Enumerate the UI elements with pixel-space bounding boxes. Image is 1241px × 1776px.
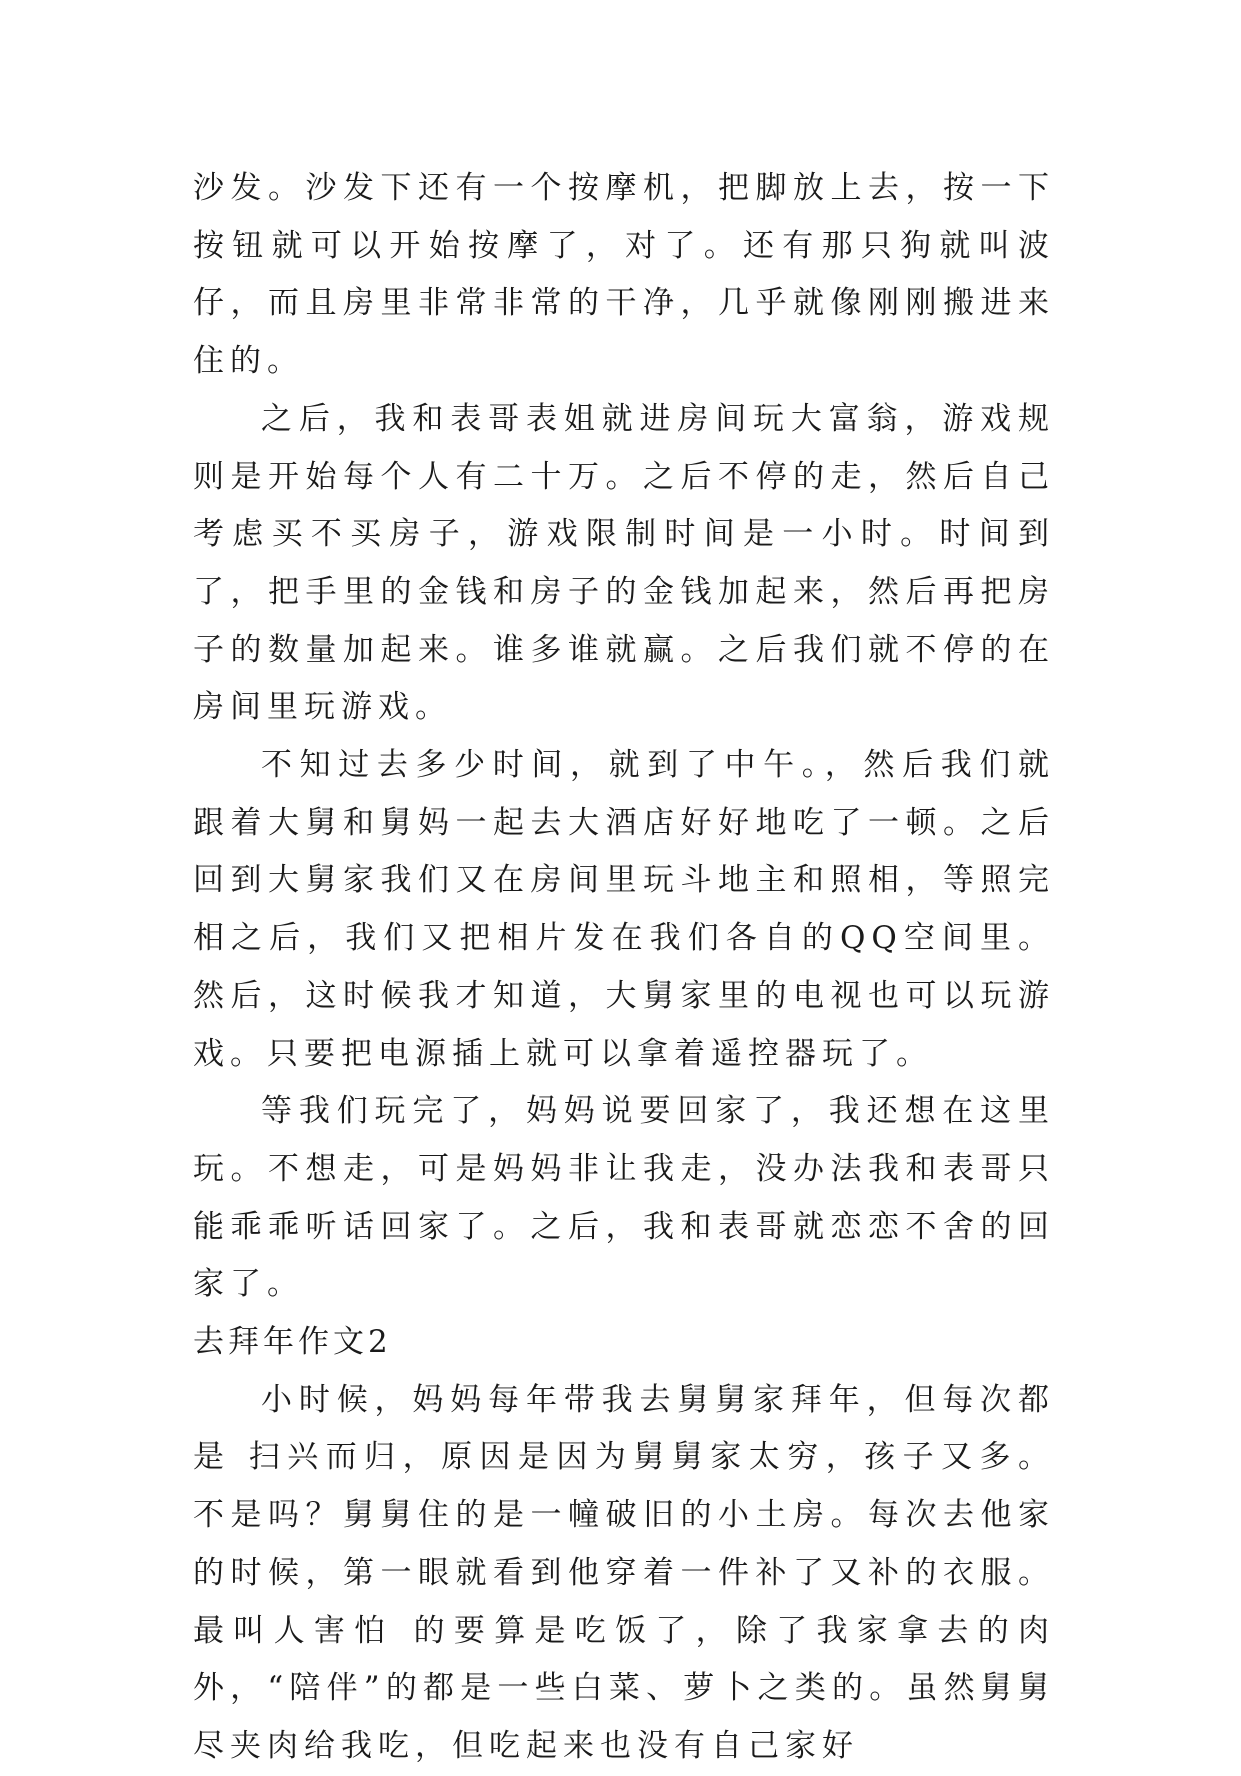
paragraph-3: 不知过去多少时间，就到了中午。，然后我们就跟着大舅和舅妈一起去大酒店好好地吃了一顿。之后回到大舅家我们又在房间里玩斗地主和照相，等照完相之后，我们又把相片发在我们各自的QQ空间里。然后，这时候我才知道，大舅家里的电视也可以玩游戏。只要把电源插上就可以拿着遥控器玩了。 [193,747,1055,1072]
paragraph-5: 小时候，妈妈每年带我去舅舅家拜年，但每次都是 扫兴而归，原因是因为舅舅家太穷，孩子又多。不是吗？舅舅住的是一幢破旧的小土房。每次去他家的时候，第一眼就看到他穿着一件补了又补的衣服。最叫人害怕 的要算是吃饭了，除了我家拿去的肉外，“陪伴”的都是一些白菜、萝卜之类的。虽然舅舅尽夹肉给我吃，但吃起来也没有自己家好 [193,1381,1055,1764]
paragraph-1: 沙发。沙发下还有一个按摩机，把脚放上去，按一下按钮就可以开始按摩了，对了。还有那只狗就叫波仔，而且房里非常非常的干净，几乎就像刚刚搬进来住的。 [193,170,1055,380]
paragraph-2: 之后，我和表哥表姐就进房间玩大富翁，游戏规则是开始每个人有二十万。之后不停的走，然后自己考虑买不买房子，游戏限制时间是一小时。时间到了，把手里的金钱和房子的金钱加起来，然后再把房子的数量加起来。谁多谁就赢。之后我们就不停的在房间里玩游戏。 [193,400,1055,726]
paragraph-4: 等我们玩完了，妈妈说要回家了，我还想在这里玩。不想走，可是妈妈非让我走，没办法我和表哥只能乖乖听话回家了。之后，我和表哥就恋恋不舍的回家了。 [193,1093,1055,1303]
document-page [193,160,1055,1776]
section-heading: 去拜年作文2 [193,1324,392,1361]
